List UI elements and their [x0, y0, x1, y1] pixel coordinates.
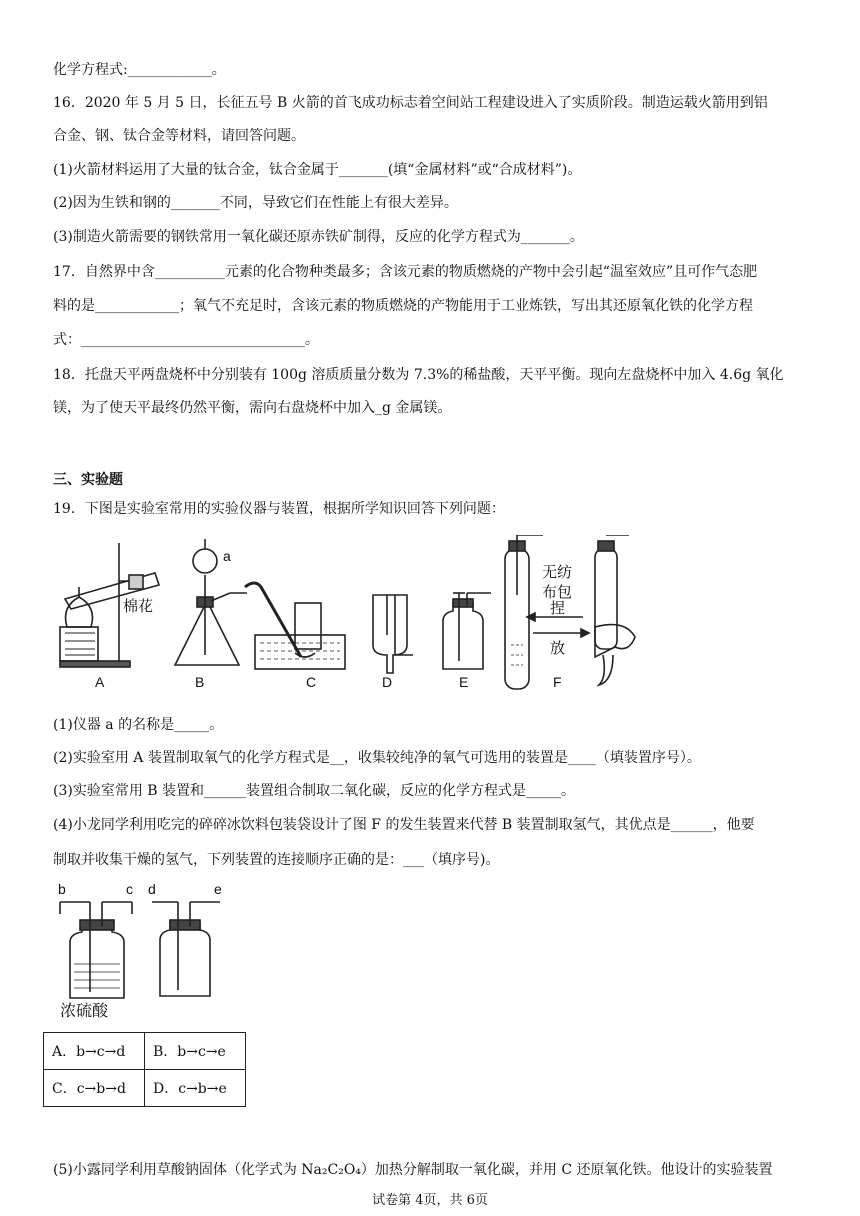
question-16-3: (3)制造火箭需要的钢铁常用一氧化碳还原赤铁矿制得，反应的化学方程式为_______。 — [53, 229, 584, 245]
question-19-3: (3)实验室常用 B 装置和______装置组合制取二氧化碳，反应的化学方程式是_____。 — [53, 783, 576, 799]
apparatus-f — [505, 535, 635, 689]
label-cotton: 棉花 — [123, 598, 154, 615]
text-line: 化学方程式:____________。 — [53, 62, 226, 78]
options-table — [43, 1032, 246, 1107]
label-release: 放 — [550, 640, 566, 657]
label-pinch: 捏 — [550, 600, 566, 617]
label-f: F — [553, 674, 562, 690]
label-cloth-2: 布包 — [542, 584, 573, 601]
text-line: 料的是____________；氧气不充足时，含该元素的物质燃烧的产物能用于工业炼铁，写出其还原氧化铁的化学方程 — [53, 298, 753, 314]
wash-bottle-figure — [50, 880, 240, 1020]
label-e: E — [459, 674, 469, 690]
apparatus-c — [245, 583, 345, 669]
question-19-2: (2)实验室用 A 装置制取氧气的化学方程式是__，收集较纯净的氧气可选用的装置是____（填装置序号）。 — [53, 750, 701, 766]
option-c: C．c→b→d — [44, 1070, 145, 1107]
option-b: B．b→c→e — [145, 1033, 246, 1070]
label-a: A — [95, 674, 105, 690]
question-17: 17．自然界中含__________元素的化合物种类最多；含该元素的物质燃烧的产物中会引起“温室效应”且可作气态肥 — [53, 264, 758, 280]
text-line: 式：________________________________。 — [53, 332, 319, 348]
label-e-port: e — [214, 881, 222, 897]
text-line: 合金、钢、钛合金等材料，请回答问题。 — [53, 128, 305, 144]
apparatus-figure — [55, 535, 655, 695]
apparatus-e — [443, 593, 491, 669]
label-b-port: b — [58, 881, 66, 897]
apparatus-d — [373, 595, 413, 673]
question-19-5: (5)小露同学利用草酸钠固体（化学式为 Na₂C₂O₄）加热分解制取一氧化碳，并用 C 还原氧化铁。他设计的实验装置 — [53, 1162, 773, 1178]
bottle-empty — [152, 902, 220, 996]
label-d-port: d — [148, 881, 156, 897]
apparatus-b — [175, 539, 247, 665]
bottle-acid — [60, 902, 132, 998]
page-footer: 试卷第 4页，共 6页 — [372, 1193, 488, 1208]
section-heading: 三、实验题 — [53, 472, 123, 488]
question-18: 18．托盘天平两盘烧杯中分别装有 100g 溶质质量分数为 7.3%的稀盐酸，天平平衡。现向左盘烧杯中加入 4.6g 氧化 — [53, 367, 784, 383]
text-line: 制取并收集干燥的氢气，下列装置的连接顺序正确的是：___（填序号)。 — [53, 852, 500, 868]
question-19-4: (4)小龙同学利用吃完的碎碎冰饮料包装袋设计了图 F 的发生装置来代替 B 装置制取氢气，其优点是______，他要 — [53, 817, 755, 833]
question-16-1: (1)火箭材料运用了大量的钛合金，钛合金属于_______(填“金属材料”或“合成材料”)。 — [53, 162, 582, 178]
question-19: 19．下图是实验室常用的实验仪器与装置，根据所学知识回答下列问题： — [53, 501, 505, 517]
label-d: D — [382, 674, 393, 690]
label-instrument-a: a — [223, 548, 231, 564]
question-16-2: (2)因为生铁和钢的_______不同，导致它们在性能上有很大差异。 — [53, 195, 458, 211]
option-a: A．b→c→d — [44, 1033, 145, 1070]
text-line: 镁，为了使天平最终仍然平衡，需向右盘烧杯中加入_g 金属镁。 — [53, 400, 452, 416]
question-19-1: (1)仪器 a 的名称是_____。 — [53, 717, 224, 733]
label-cloth-1: 无纺 — [542, 564, 573, 581]
label-acid: 浓硫酸 — [60, 1003, 109, 1020]
label-c-port: c — [126, 881, 133, 897]
label-b: B — [195, 674, 205, 690]
question-16: 16．2020 年 5 月 5 日，长征五号 B 火箭的首飞成功标志着空间站工程建设进入了实质阶段。制造运载火箭用到铝 — [53, 95, 768, 111]
label-c: C — [306, 674, 317, 690]
option-d: D．c→b→e — [145, 1070, 246, 1107]
